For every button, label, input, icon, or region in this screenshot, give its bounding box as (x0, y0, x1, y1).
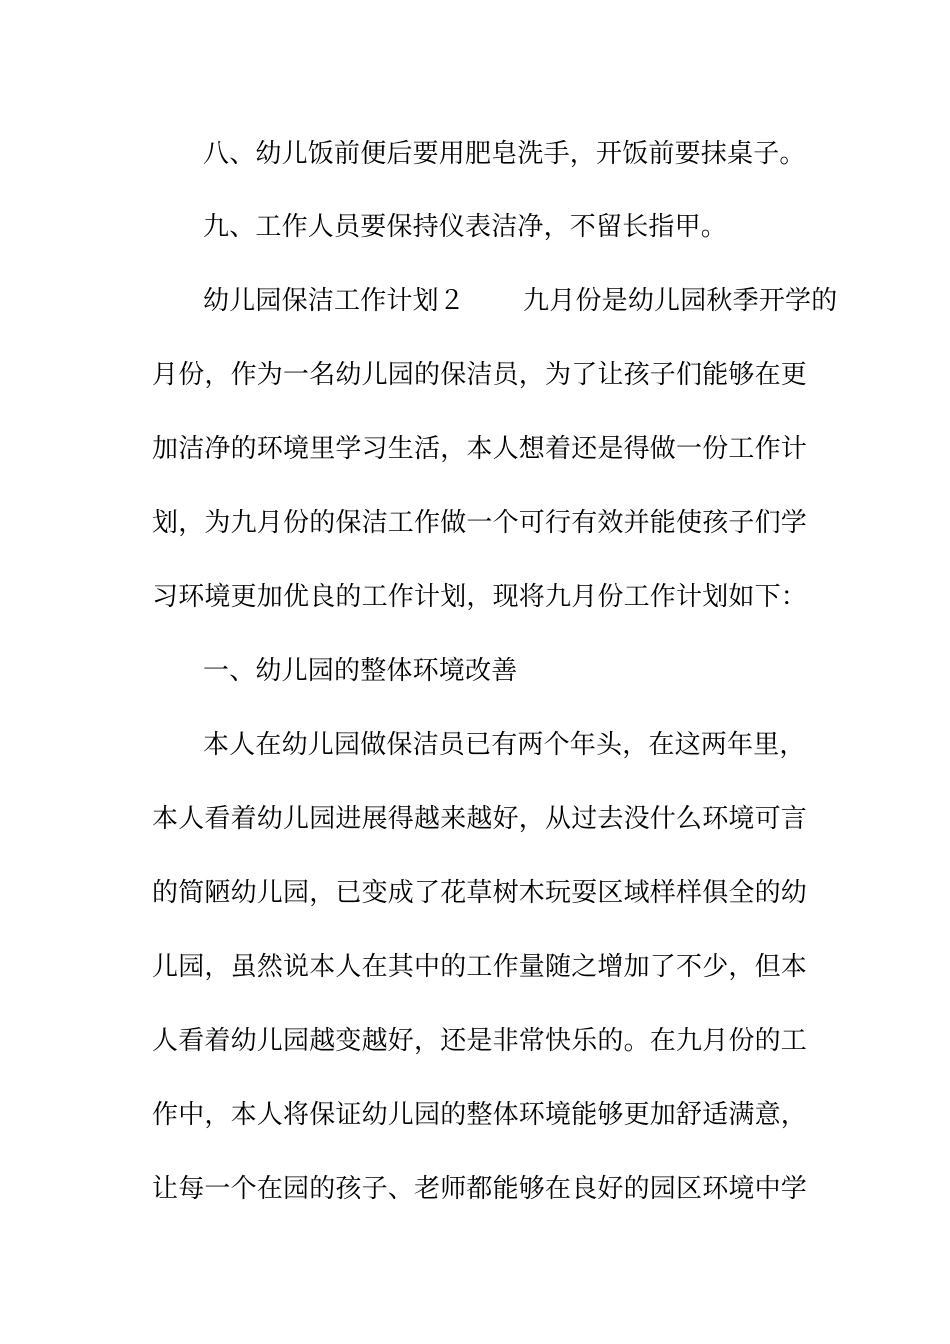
text-line-13: 人看着幼儿园越变越好，还是非常快乐的。在九月份的工 (152, 1026, 808, 1056)
text-line-4: 月份，作为一名幼儿园的保洁员，为了让孩子们能够在更 (152, 360, 808, 390)
text-line-1: 八、幼儿饭前便后要用肥皂洗手，开饭前要抹桌子。 (203, 139, 806, 169)
text-line-3 (203, 284, 863, 318)
text-line-9: 本人在幼儿园做保洁员已有两个年头，在这两年里， (203, 730, 806, 760)
text-line-15: 让每一个在园的孩子、老师都能够在良好的园区环境中学 (152, 1174, 808, 1204)
text-line-6: 划，为九月份的保洁工作做一个可行有效并能使孩子们学 (152, 508, 808, 538)
text-line-11: 的简陋幼儿园，已变成了花草树木玩耍区域样样俱全的幼 (152, 878, 808, 908)
text-line-10: 本人看着幼儿园进展得越来越好，从过去没什么环境可言 (152, 804, 808, 834)
text-line-5: 加洁净的环境里学习生活，本人想着还是得做一份工作计 (152, 434, 808, 464)
text-line-12: 儿园，虽然说本人在其中的工作量随之增加了不少，但本 (152, 952, 808, 982)
paragraph-start: 九月份是幼儿园秋季开学的 (523, 286, 838, 316)
section-heading: 一、幼儿园的整体环境改善 (203, 656, 518, 686)
section-title: 幼儿园保洁工作计划２ (203, 286, 466, 316)
text-line-2: 九、工作人员要保持仪表洁净，不留长指甲。 (203, 212, 728, 242)
text-line-14: 作中，本人将保证幼儿园的整体环境能够更加舒适满意， (152, 1100, 808, 1130)
text-line-7: 习环境更加优良的工作计划，现将九月份工作计划如下： (152, 582, 808, 612)
